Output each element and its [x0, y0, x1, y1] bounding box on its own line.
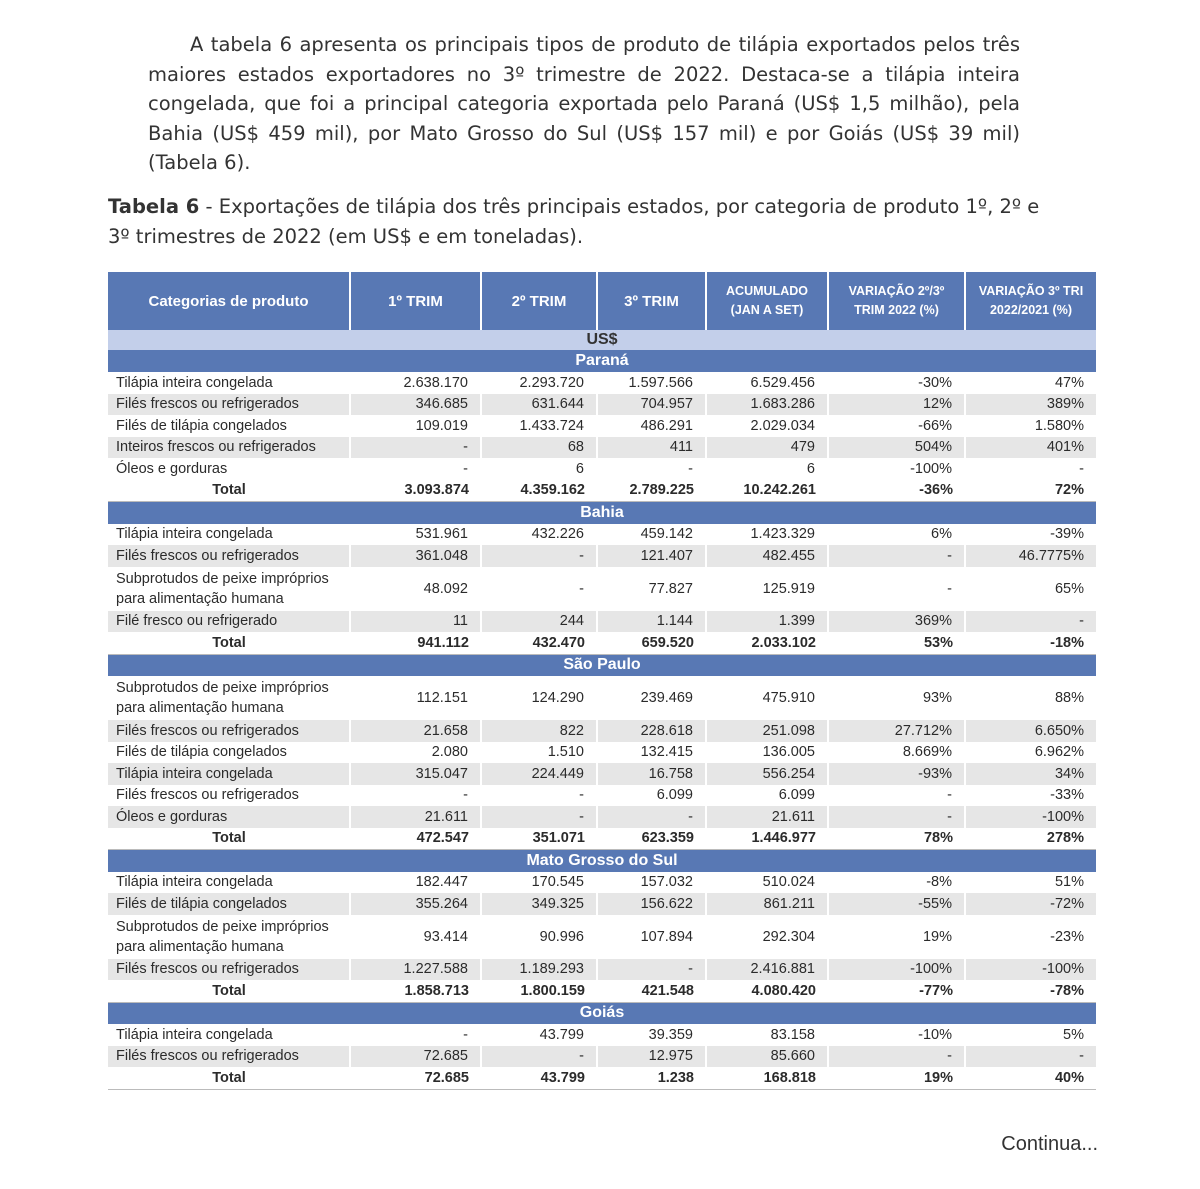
table-row: [108, 785, 1096, 807]
column-header: VARIAÇÃO 2º/3º TRIM 2022 (%): [828, 272, 965, 330]
total-value: 421.548: [597, 980, 706, 1002]
value-cell: 12%: [828, 394, 965, 416]
value-cell: 556.254: [706, 763, 828, 785]
value-cell: 125.919: [706, 567, 828, 611]
value-cell: 77.827: [597, 567, 706, 611]
product-category-cell: Tilápia inteira congelada: [108, 763, 350, 785]
value-cell: 39.359: [597, 1024, 706, 1046]
header-row: [108, 272, 1096, 330]
value-cell: -30%: [828, 372, 965, 394]
value-cell: 822: [481, 720, 597, 742]
value-cell: 510.024: [706, 872, 828, 894]
value-cell: 112.151: [350, 676, 481, 720]
total-row: [108, 632, 1096, 654]
unit-row: [108, 330, 1096, 350]
value-cell: 93.414: [350, 915, 481, 959]
total-value: 53%: [828, 632, 965, 654]
value-cell: 121.407: [597, 545, 706, 567]
value-cell: 244: [481, 611, 597, 633]
value-cell: 1.227.588: [350, 959, 481, 981]
value-cell: 109.019: [350, 415, 481, 437]
total-value: 941.112: [350, 632, 481, 654]
value-cell: 6.962%: [1034, 744, 1084, 761]
product-category-cell: Inteiros frescos ou refrigerados: [108, 437, 350, 459]
value-cell: 389%: [965, 394, 1096, 416]
value-cell: 34%: [965, 763, 1096, 785]
state-header-row: [108, 350, 1096, 372]
value-cell: -: [828, 806, 965, 828]
total-value: -18%: [965, 632, 1096, 654]
value-cell: 1.510: [481, 742, 597, 764]
value-cell: 6: [481, 458, 597, 480]
total-value: -78%: [965, 980, 1096, 1002]
value-cell: 107.894: [597, 915, 706, 959]
column-header: ACUMULADO (JAN A SET): [706, 272, 828, 330]
total-value: 623.359: [597, 828, 706, 850]
value-cell: -: [1079, 460, 1084, 477]
value-cell: -: [828, 545, 965, 567]
value-cell: 2.638.170: [350, 372, 481, 394]
table-row: [108, 458, 1096, 480]
state-header-row: [108, 502, 1096, 524]
column-header: 2º TRIM: [481, 272, 597, 330]
value-cell: -66%: [828, 415, 965, 437]
table-row: [108, 676, 1096, 720]
value-cell: 459.142: [597, 524, 706, 546]
total-label: Total: [108, 980, 350, 1002]
value-cell: 47%: [1054, 374, 1084, 391]
total-value: 1.858.713: [350, 980, 481, 1002]
total-value: 2.033.102: [706, 632, 828, 654]
value-cell: 6: [706, 458, 828, 480]
table-row: [108, 1024, 1096, 1046]
table-row: [108, 545, 1096, 567]
value-cell: -: [965, 611, 1096, 633]
total-value: 2.789.225: [597, 480, 706, 502]
value-cell: -: [481, 567, 597, 611]
value-cell: -: [597, 959, 706, 981]
product-category-cell: Filés frescos ou refrigerados: [108, 959, 350, 981]
total-value: 278%: [965, 828, 1096, 850]
total-label: Total: [108, 632, 350, 654]
continue-label: Continua...: [1001, 1133, 1098, 1155]
value-cell: -: [597, 806, 706, 828]
product-category-cell: Filés de tilápia congelados: [108, 742, 350, 764]
total-value: 659.520: [597, 632, 706, 654]
table-row: [108, 806, 1096, 828]
value-cell: -100%: [828, 458, 965, 480]
table-row: [108, 372, 1096, 394]
total-value: 351.071: [481, 828, 597, 850]
value-cell: 46.7775%: [965, 545, 1096, 567]
total-value: 1.800.159: [481, 980, 597, 1002]
product-category-cell: Tilápia inteira congelada: [108, 524, 350, 546]
value-cell: 2.029.034: [706, 415, 828, 437]
value-cell: 504%: [828, 437, 965, 459]
value-cell: 349.325: [481, 893, 597, 915]
table-caption: [108, 192, 1048, 251]
total-value: 472.547: [350, 828, 481, 850]
value-cell: 16.758: [597, 763, 706, 785]
value-cell: 6.099: [597, 785, 706, 807]
value-cell: 369%: [828, 611, 965, 633]
product-category-cell: Óleos e gorduras: [108, 806, 350, 828]
value-cell: 1.683.286: [706, 394, 828, 416]
value-cell: 292.304: [706, 915, 828, 959]
value-cell: -: [481, 785, 597, 807]
value-cell: -: [350, 458, 481, 480]
value-cell: -39%: [1050, 526, 1084, 543]
value-cell: 1.433.724: [481, 415, 597, 437]
product-category-cell: Filés de tilápia congelados: [108, 893, 350, 915]
total-row: [108, 480, 1096, 502]
table-row: [108, 872, 1096, 894]
table-row: [108, 415, 1096, 437]
total-row: [108, 1067, 1096, 1089]
value-cell: -33%: [1050, 787, 1084, 804]
total-value: 432.470: [481, 632, 597, 654]
value-cell: -: [828, 567, 965, 611]
table-row: [108, 437, 1096, 459]
value-cell: 124.290: [481, 676, 597, 720]
value-cell: -: [597, 458, 706, 480]
total-value: 78%: [828, 828, 965, 850]
state-name: Bahia: [108, 502, 1096, 524]
value-cell: 12.975: [597, 1046, 706, 1068]
value-cell: -23%: [1050, 928, 1084, 945]
value-cell: 2.416.881: [706, 959, 828, 981]
product-category-cell: Tilápia inteira congelada: [108, 1024, 350, 1046]
value-cell: 132.415: [597, 742, 706, 764]
state-header-row: [108, 1002, 1096, 1024]
value-cell: 48.092: [350, 567, 481, 611]
column-header: VARIAÇÃO 3º TRI 2022/2021 (%): [965, 272, 1096, 330]
total-value: 4.080.420: [706, 980, 828, 1002]
intro-paragraph: A tabela 6 apresenta os principais tipos de produto de tilápia exportados pelos três maiores estados exportadores no 3º trimestre de 2022. Destaca-se a tilápia inteira congelada, que foi a principal categoria exportada pelo Paraná (US$ 1,5 milhão), pela Bahia (US$ 459 mil), por Mato Grosso do Sul (US$ 157 mil) e por Goiás (US$ 39 mil) (Tabela 6).: [148, 33, 1020, 174]
total-value: 1.238: [597, 1067, 706, 1089]
value-cell: 361.048: [350, 545, 481, 567]
value-cell: 156.622: [597, 893, 706, 915]
value-cell: -: [828, 785, 965, 807]
value-cell: 27.712%: [828, 720, 965, 742]
product-category-cell: Óleos e gorduras: [108, 458, 350, 480]
exports-table: [108, 272, 1096, 1090]
value-cell: 85.660: [706, 1046, 828, 1068]
state-name: São Paulo: [108, 654, 1096, 676]
value-cell: 531.961: [350, 524, 481, 546]
value-cell: -: [481, 545, 597, 567]
value-cell: -: [965, 1046, 1096, 1068]
value-cell: 43.799: [481, 1024, 597, 1046]
total-row: [108, 980, 1096, 1002]
state-header-row: [108, 654, 1096, 676]
product-category-cell: Tilápia inteira congelada: [108, 372, 350, 394]
value-cell: 482.455: [706, 545, 828, 567]
product-category-cell: Subprotudos de peixe impróprios para alimentação humana: [108, 567, 350, 611]
value-cell: 475.910: [706, 676, 828, 720]
value-cell: 6.529.456: [706, 372, 828, 394]
value-cell: -100%: [965, 959, 1096, 981]
product-category-cell: Filés frescos ou refrigerados: [108, 785, 350, 807]
total-value: 4.359.162: [481, 480, 597, 502]
table-body: [108, 330, 1096, 1089]
state-name: Paraná: [108, 350, 1096, 372]
value-cell: -55%: [828, 893, 965, 915]
total-value: 168.818: [706, 1067, 828, 1089]
table-caption-text: - Exportações de tilápia dos três principais estados, por categoria de produto 1º, 2º e 3º trimestres de 2022 (em US$ e em toneladas).: [108, 195, 1040, 248]
value-cell: 72.685: [350, 1046, 481, 1068]
value-cell: 1.189.293: [481, 959, 597, 981]
value-cell: 479: [706, 437, 828, 459]
value-cell: 51%: [1054, 874, 1084, 891]
value-cell: -72%: [965, 893, 1096, 915]
total-value: 72.685: [350, 1067, 481, 1089]
value-cell: 251.098: [706, 720, 828, 742]
product-category-cell: Subprotudos de peixe impróprios para alimentação humana: [108, 915, 350, 959]
product-category-cell: Subprotudos de peixe impróprios para alimentação humana: [108, 676, 350, 720]
value-cell: 228.618: [597, 720, 706, 742]
value-cell: 65%: [1054, 580, 1084, 597]
value-cell: 21.658: [350, 720, 481, 742]
value-cell: 1.399: [706, 611, 828, 633]
value-cell: 170.545: [481, 872, 597, 894]
value-cell: 346.685: [350, 394, 481, 416]
value-cell: 93%: [828, 676, 965, 720]
table-row: [108, 567, 1096, 611]
total-label: Total: [108, 828, 350, 850]
value-cell: 68: [481, 437, 597, 459]
value-cell: 19%: [828, 915, 965, 959]
product-category-cell: Tilápia inteira congelada: [108, 872, 350, 894]
value-cell: 2.080: [350, 742, 481, 764]
value-cell: 704.957: [597, 394, 706, 416]
state-header-row: [108, 850, 1096, 872]
column-header: Categorias de produto: [108, 272, 350, 330]
table-header: [108, 272, 1096, 330]
value-cell: -: [350, 1024, 481, 1046]
table-row: [108, 959, 1096, 981]
value-cell: 88%: [1054, 690, 1084, 706]
total-value: 43.799: [481, 1067, 597, 1089]
value-cell: -100%: [828, 959, 965, 981]
value-cell: -: [350, 785, 481, 807]
value-cell: 83.158: [706, 1024, 828, 1046]
value-cell: 21.611: [350, 806, 481, 828]
total-value: 19%: [828, 1067, 965, 1089]
value-cell: 1.580%: [1034, 417, 1084, 434]
value-cell: 136.005: [706, 742, 828, 764]
table-row: [108, 720, 1096, 742]
table-row: [108, 915, 1096, 959]
column-header: 1º TRIM: [350, 272, 481, 330]
total-value: -77%: [828, 980, 965, 1002]
total-label: Total: [108, 1067, 350, 1089]
value-cell: -100%: [965, 806, 1096, 828]
total-value: -36%: [828, 480, 965, 502]
value-cell: 6.099: [706, 785, 828, 807]
value-cell: 6.650%: [965, 720, 1096, 742]
value-cell: -: [481, 1046, 597, 1068]
product-category-cell: Filés frescos ou refrigerados: [108, 545, 350, 567]
table-row: [108, 763, 1096, 785]
value-cell: 90.996: [481, 915, 597, 959]
table-row: [108, 394, 1096, 416]
product-category-cell: Filé fresco ou refrigerado: [108, 611, 350, 633]
total-value: 72%: [965, 480, 1096, 502]
table-row: [108, 524, 1096, 546]
table-row: [108, 893, 1096, 915]
value-cell: 224.449: [481, 763, 597, 785]
value-cell: -8%: [828, 872, 965, 894]
value-cell: 315.047: [350, 763, 481, 785]
state-name: Goiás: [108, 1002, 1096, 1024]
value-cell: 355.264: [350, 893, 481, 915]
table-row: [108, 611, 1096, 633]
value-cell: 2.293.720: [481, 372, 597, 394]
value-cell: 21.611: [706, 806, 828, 828]
value-cell: 1.597.566: [597, 372, 706, 394]
value-cell: 486.291: [597, 415, 706, 437]
value-cell: -10%: [828, 1024, 965, 1046]
total-label: Total: [108, 480, 350, 502]
product-category-cell: Filés de tilápia congelados: [108, 415, 350, 437]
value-cell: 1.423.329: [706, 524, 828, 546]
value-cell: 157.032: [597, 872, 706, 894]
unit-label: US$: [108, 330, 1096, 350]
state-name: Mato Grosso do Sul: [108, 850, 1096, 872]
total-value: 3.093.874: [350, 480, 481, 502]
table-row: [108, 742, 1096, 764]
value-cell: -: [350, 437, 481, 459]
value-cell: 239.469: [597, 676, 706, 720]
value-cell: 8.669%: [828, 742, 965, 764]
value-cell: 631.644: [481, 394, 597, 416]
value-cell: 401%: [965, 437, 1096, 459]
value-cell: 6%: [828, 524, 965, 546]
total-value: 1.446.977: [706, 828, 828, 850]
product-category-cell: Filés frescos ou refrigerados: [108, 1046, 350, 1068]
column-header: 3º TRIM: [597, 272, 706, 330]
product-category-cell: Filés frescos ou refrigerados: [108, 394, 350, 416]
value-cell: 432.226: [481, 524, 597, 546]
value-cell: 1.144: [597, 611, 706, 633]
value-cell: 5%: [1063, 1026, 1084, 1043]
table-caption-label: Tabela 6: [108, 195, 200, 218]
value-cell: -93%: [828, 763, 965, 785]
value-cell: 411: [597, 437, 706, 459]
value-cell: 182.447: [350, 872, 481, 894]
total-row: [108, 828, 1096, 850]
total-value: 40%: [965, 1067, 1096, 1089]
value-cell: 861.211: [706, 893, 828, 915]
value-cell: -: [828, 1046, 965, 1068]
product-category-cell: Filés frescos ou refrigerados: [108, 720, 350, 742]
total-value: 10.242.261: [706, 480, 828, 502]
value-cell: -: [481, 806, 597, 828]
table-row: [108, 1046, 1096, 1068]
value-cell: 11: [350, 611, 481, 633]
